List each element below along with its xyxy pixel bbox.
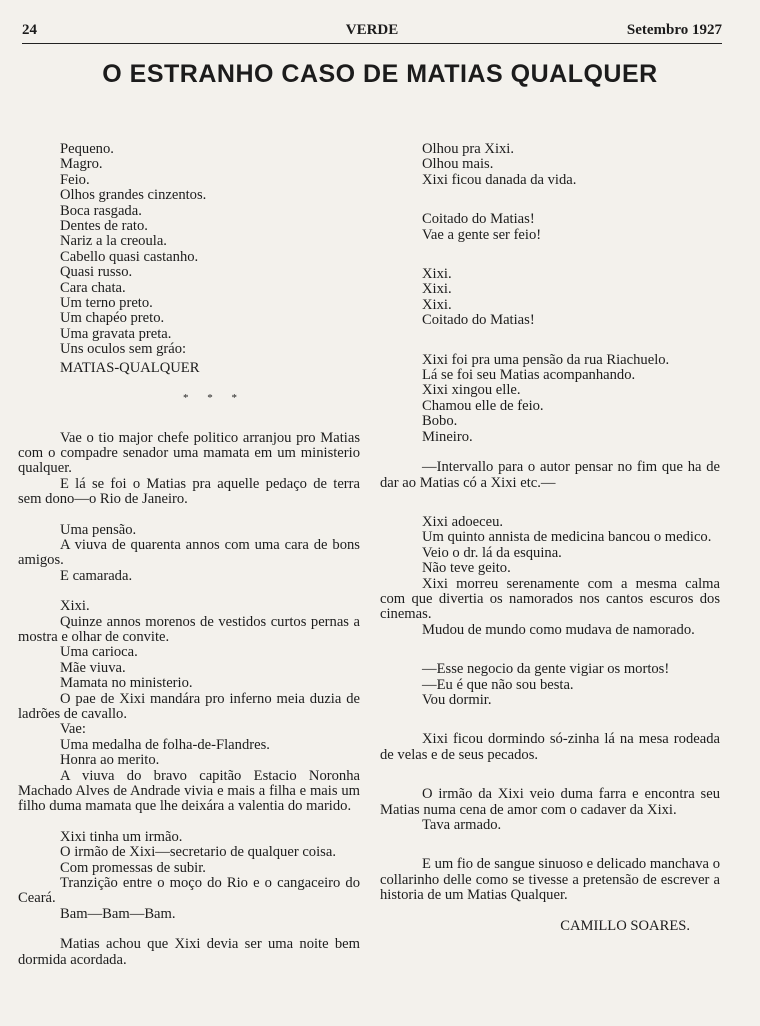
line: Xixi. bbox=[422, 281, 452, 298]
paragraph: Uma carioca. bbox=[60, 644, 138, 661]
left-column bbox=[18, 142, 360, 968]
list-item: Um terno preto. bbox=[60, 295, 153, 312]
list-item: Nariz a la creoula. bbox=[60, 233, 167, 250]
line: Olhou mais. bbox=[422, 156, 494, 173]
page-number: 24 bbox=[22, 22, 37, 38]
paragraph: Tava armado. bbox=[422, 817, 502, 833]
paragraph: Vae: bbox=[60, 721, 86, 738]
paragraph: O irmão de Xixi—secretario de qualquer coisa. bbox=[60, 844, 336, 861]
paragraph: Mãe viuva. bbox=[60, 659, 126, 676]
right-column bbox=[380, 142, 720, 934]
paragraph: Xixi adoeceu. bbox=[422, 513, 504, 530]
paragraph: Xixi tinha um irmão. bbox=[60, 828, 183, 845]
author-signature: CAMILLO SOARES. bbox=[560, 917, 690, 934]
list-item: Quasi russo. bbox=[60, 264, 133, 281]
line: Xixi. bbox=[422, 266, 452, 283]
paragraph-group bbox=[380, 212, 720, 243]
paragraph: Quinze annos morenos de vestidos curtos pernas a mostra e olhar de convite. bbox=[18, 613, 360, 645]
paragraph: Matias achou que Xixi devia ser uma noite bem dormida acordada. bbox=[18, 936, 360, 968]
paragraph: Honra ao merito. bbox=[60, 752, 160, 769]
list-item: Cabello quasi castanho. bbox=[60, 248, 199, 265]
line: Xixi. bbox=[422, 296, 452, 313]
paragraph: Veio o dr. lá da esquina. bbox=[422, 544, 562, 561]
paragraph-group bbox=[380, 368, 720, 445]
paragraph: Um quinto annista de medicina bancou o medico. bbox=[422, 529, 712, 546]
list-item: Dentes de rato. bbox=[60, 218, 148, 235]
list-item: Feio. bbox=[60, 171, 90, 188]
page-header bbox=[22, 22, 722, 42]
list-item: Uns oculos sem gráo: bbox=[60, 341, 187, 358]
paragraph: E lá se foi o Matias pra aquelle pedaço de terra sem dono—o Rio de Janeiro. bbox=[18, 475, 360, 508]
paragraph-group bbox=[380, 267, 720, 329]
line: Lá se foi seu Matias acompanhando. bbox=[422, 367, 636, 384]
list-item: Uma gravata preta. bbox=[60, 325, 172, 342]
paragraph: Xixi morreu serenamente com a mesma calma com que divertia os namorados nos cantos escuros dos cinemas. bbox=[380, 575, 720, 623]
paragraph: Vae o tio major chefe politico arranjou pro Matias com o compadre senador uma mamata em um ministerio qualquer. bbox=[18, 429, 360, 477]
section-divider: * * * bbox=[183, 392, 245, 405]
paragraph: Mamata no ministerio. bbox=[60, 675, 193, 692]
line: Vae a gente ser feio! bbox=[422, 226, 542, 243]
paragraph: Xixi ficou dormindo só-zinha lá na mesa rodeada de velas e de seus pecados. bbox=[380, 731, 720, 763]
paragraph: Uma medalha de folha-de-Flandres. bbox=[60, 736, 270, 753]
magazine-name: VERDE bbox=[345, 22, 399, 38]
list-item: Pequeno. bbox=[60, 141, 114, 157]
list-item: Olhos grandes cinzentos. bbox=[60, 187, 207, 204]
paragraph: Com promessas de subir. bbox=[60, 859, 206, 876]
paragraph: Xixi. bbox=[60, 598, 90, 615]
paragraph: Uma pensão. bbox=[60, 521, 137, 538]
paragraph: —Esse negocio da gente vigiar os mortos! bbox=[422, 661, 670, 678]
description-list bbox=[18, 142, 360, 376]
paragraph: Bam—Bam—Bam. bbox=[60, 905, 176, 922]
paragraph: E um fio de sangue sinuoso e delicado manchava o collarinho delle como se tivesse a pretensão de escrever a historia de um Matias Qualquer. bbox=[380, 856, 720, 904]
line: Olhou pra Xixi. bbox=[422, 141, 515, 157]
header-rule bbox=[22, 43, 722, 44]
list-item: Cara chata. bbox=[60, 279, 126, 296]
line: Chamou elle de feio. bbox=[422, 397, 544, 414]
article-title: O ESTRANHO CASO DE MATIAS QUALQUER bbox=[102, 60, 658, 88]
paragraph: —Eu é que não sou besta. bbox=[422, 676, 574, 693]
line: Xixi ficou danada da vida. bbox=[422, 171, 577, 188]
list-item: Um chapéo preto. bbox=[60, 310, 165, 327]
paragraph: A viuva do bravo capitão Estacio Noronha Machado Alves de Andrade vivia e mais a filha e mais um filho duma mamata que lhe deixára a valentia do marido. bbox=[18, 767, 360, 815]
paragraph: Não teve geito. bbox=[422, 560, 511, 577]
paragraph: A viuva de quarenta annos com uma cara de bons amigos. bbox=[18, 536, 360, 569]
paragraph: Vou dormir. bbox=[422, 691, 492, 708]
line: Bobo. bbox=[422, 413, 458, 430]
paragraph-group bbox=[380, 142, 720, 188]
line: Coitado do Matias! bbox=[422, 211, 535, 228]
line: Mineiro. bbox=[422, 428, 473, 445]
paragraph: O pae de Xixi mandára pro inferno meia duzia de ladrões de cavallo. bbox=[18, 690, 360, 722]
line: Xixi xingou elle. bbox=[422, 382, 521, 399]
line: Coitado do Matias! bbox=[422, 312, 535, 329]
paragraph: —Intervallo para o autor pensar no fim que ha de dar ao Matias có a Xixi etc.— bbox=[380, 459, 720, 491]
paragraph: O irmão da Xixi veio duma farra e encontra seu Matias numa cena de amor com o cadaver da Xixi. bbox=[380, 786, 720, 818]
paragraph: E camarada. bbox=[60, 567, 133, 584]
paragraph: Xixi foi pra uma pensão da rua Riachuelo. bbox=[422, 351, 670, 368]
issue-date: Setembro 1927 bbox=[626, 22, 722, 38]
list-item: Magro. bbox=[60, 156, 103, 173]
list-item: Boca rasgada. bbox=[60, 202, 142, 219]
paragraph: Tranzição entre o moço do Rio e o cangaceiro do Ceará. bbox=[18, 875, 360, 907]
paragraph: Mudou de mundo como mudava de namorado. bbox=[422, 621, 695, 638]
list-item: MATIAS-QUALQUER bbox=[60, 359, 200, 376]
